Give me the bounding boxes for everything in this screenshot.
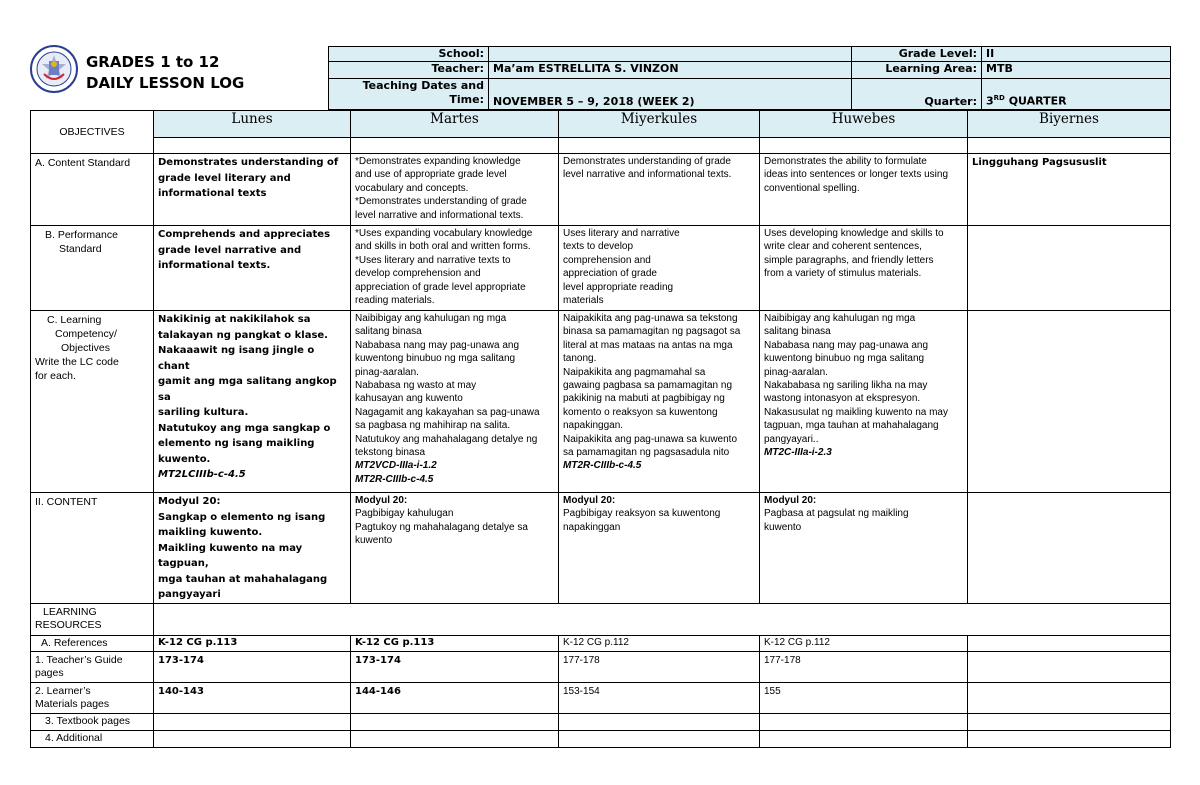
cell-line: *Uses literary and narrative texts to	[355, 254, 511, 266]
lm-pages-martes: 144-146	[351, 682, 559, 713]
cell-line: literal at mas mataas na antas na mga	[563, 339, 733, 351]
cell-line: pangyayari..	[764, 433, 819, 445]
content-standard-huwebes	[760, 154, 968, 226]
cell-line: from a variety of stimulus materials.	[764, 268, 922, 280]
cell-line: pakikinig na mabuti at pagbibigay ng	[563, 393, 725, 405]
lc-code: MT2R-CIIIb-c-4.5	[563, 460, 642, 472]
label-line: 2. Learner’s	[35, 684, 91, 697]
cell-line: materials	[563, 295, 604, 307]
learning-resources-span	[154, 603, 1171, 635]
blank-cell	[559, 730, 760, 747]
cell-line: komento o reaksyon sa kuwentong	[563, 406, 718, 418]
tg-pages-lunes: 173-174	[154, 651, 351, 682]
title-line-2: DAILY LESSON LOG	[86, 74, 245, 92]
label-line: Competency/	[55, 328, 117, 340]
cell-line: wastong intonasyon at ekspresyon.	[764, 393, 921, 405]
label-line: RESOURCES	[35, 618, 102, 631]
teaching-dates-label-1: Teaching Dates and	[362, 79, 484, 92]
label-line: Standard	[59, 243, 102, 255]
cell-line: napakinggan	[563, 521, 621, 533]
cell-line: Pagbasa at pagsulat ng maikling	[764, 508, 909, 520]
tg-pages-biyernes	[968, 651, 1171, 682]
performance-standard-biyernes	[968, 226, 1171, 311]
cell-line: informational texts.	[158, 260, 271, 271]
tg-pages-miyerkules: 177-178	[559, 651, 760, 682]
cell-line: Uses developing knowledge and skills to	[764, 228, 944, 239]
cell-line: Demonstrates understanding of grade	[563, 156, 731, 167]
competency-lunes	[154, 311, 351, 493]
label-line: Materials pages	[35, 697, 110, 710]
label-line: B. Performance	[45, 229, 118, 241]
cell-line: Naipakikita ang pagmamahal sa	[563, 366, 706, 378]
cell-line: and skills in both oral and written forms.	[355, 241, 531, 253]
content-standard-biyernes	[968, 154, 1171, 226]
day-header-huwebes: Huwebes	[760, 111, 968, 138]
cell-line: *Uses expanding vocabulary knowledge	[355, 228, 533, 239]
references-biyernes	[968, 635, 1171, 651]
cell-line: Nagagamit ang kakayahan sa pag-unawa	[355, 406, 540, 418]
references-huwebes: K-12 CG p.112	[760, 635, 968, 651]
textbook-pages-label: 3. Textbook pages	[31, 713, 154, 730]
label-line: Objectives	[61, 342, 111, 354]
competency-huwebes	[760, 311, 968, 493]
school-value	[489, 47, 852, 62]
references-lunes: K-12 CG p.113	[154, 635, 351, 651]
cell-line: level narrative and informational texts.	[563, 169, 732, 181]
cell-line: Naipakikita ang pag-unawa sa tekstong	[563, 313, 738, 324]
cell-line: pinag-aaralan.	[355, 366, 419, 378]
cell-line: informational texts	[158, 188, 267, 199]
cell-line: Nakikinig at nakikilahok sa	[158, 314, 311, 325]
teacher-value: Ma’am ESTRELLITA S. VINZON	[489, 62, 852, 79]
lc-code: MT2C-IIIa-i-2.3	[764, 447, 832, 459]
label-line: for each.	[35, 370, 76, 382]
cell-line: Pagbibigay kahulugan	[355, 508, 454, 520]
cell-line: Modyul 20:	[158, 496, 221, 507]
cell-line: appreciation of grade level appropriate	[355, 281, 526, 293]
cell-line: Nababasa nang may pag-unawa ang	[764, 339, 929, 351]
cell-line: reading materials.	[355, 295, 435, 307]
lm-pages-biyernes	[968, 682, 1171, 713]
performance-standard-lunes	[154, 226, 351, 311]
performance-standard-miyerkules	[559, 226, 760, 311]
cell-line: napakinggan.	[563, 420, 624, 432]
lm-pages-lunes: 140-143	[154, 682, 351, 713]
cell-line: write clear and coherent sentences,	[764, 241, 922, 253]
blank-cell	[559, 713, 760, 730]
document-title	[86, 52, 244, 94]
cell-line: grade level narrative and	[158, 244, 302, 256]
cell-line: Nababasa nang may pag-unawa ang	[355, 339, 520, 351]
performance-standard-huwebes	[760, 226, 968, 311]
content-standard-label: A. Content Standard	[31, 154, 154, 226]
cell-line: pinag-aaralan.	[764, 366, 828, 378]
objectives-header: OBJECTIVES	[31, 111, 154, 154]
grade-level-value: II	[982, 47, 1171, 62]
blank-cell	[154, 730, 351, 747]
label-line: 1. Teacher’s Guide	[35, 653, 123, 666]
day-header-lunes: Lunes	[154, 111, 351, 138]
content-standard-lunes	[154, 154, 351, 226]
cell-line: kuwentong binubuo ng mga salitang	[764, 353, 925, 365]
quarter-label: Quarter:	[852, 79, 982, 110]
cell-line: vocabulary and concepts.	[355, 182, 469, 194]
content-standard-miyerkules	[559, 154, 760, 226]
cell-line: sariling kultura.	[158, 407, 249, 418]
content-standard-martes	[351, 154, 559, 226]
cell-line: Sangkap o elemento ng isang	[158, 511, 326, 523]
cell-line: mga tauhan at mahahalagang	[158, 573, 328, 585]
learning-resources-label	[31, 603, 154, 635]
competency-biyernes	[968, 311, 1171, 493]
quarter-text: QUARTER	[1004, 95, 1067, 108]
cell-line: kuwento.	[158, 453, 211, 465]
cell-line: gawaing pagbasa sa pamamagitan ng	[563, 380, 733, 392]
day-header-martes: Martes	[351, 111, 559, 138]
label-line: pages	[35, 666, 64, 679]
performance-standard-label	[31, 226, 154, 311]
performance-standard-martes	[351, 226, 559, 311]
cell-line: Natutukoy ang mga sangkap o	[158, 422, 331, 434]
cell-line: grade level literary and	[158, 172, 291, 184]
cell-line: level appropriate reading	[563, 281, 674, 293]
teaching-dates-value	[489, 79, 852, 110]
cell-line: texts to develop	[563, 241, 634, 253]
cell-line: comprehension and	[563, 254, 651, 266]
cell-line: maikling kuwento.	[158, 527, 263, 538]
day-header-biyernes: Biyernes	[968, 111, 1171, 138]
header-info-table	[328, 46, 1171, 110]
content-martes	[351, 493, 559, 604]
cell-line: Comprehends and appreciates	[158, 229, 331, 240]
cell-line: pangyayari	[158, 589, 221, 600]
cell-line: Uses literary and narrative	[563, 228, 680, 239]
quarter-number: 3	[986, 95, 994, 108]
cell-line: gamit ang mga salitang angkop sa	[158, 376, 337, 403]
blank-cell	[968, 730, 1171, 747]
cell-line: appreciation of grade	[563, 268, 657, 280]
cell-line: Nakaaawit ng isang jingle o chant	[158, 345, 315, 372]
cell-line: kahusayan ang kuwento	[355, 393, 463, 405]
competency-miyerkules	[559, 311, 760, 493]
blank-cell	[559, 138, 760, 154]
module-title: Modyul 20:	[563, 495, 616, 506]
cell-line: level narrative and informational texts.	[355, 209, 524, 221]
blank-cell	[154, 713, 351, 730]
cell-line: kuwento	[764, 521, 802, 533]
teaching-dates-text: NOVEMBER 5 – 9, 2018 (WEEK 2)	[493, 95, 695, 108]
cell-line: tekstong binasa	[355, 447, 426, 459]
cell-line: tagpuan, mga tauhan at mahahalagang	[764, 420, 939, 432]
teaching-dates-label	[329, 79, 489, 110]
title-line-1: GRADES 1 to 12	[86, 53, 220, 71]
cell-line: Pagbibigay reaksyon sa kuwentong	[563, 508, 721, 520]
learning-area-value: MTB	[982, 62, 1171, 79]
lc-code: MT2VCD-IIIa-i-1.2	[355, 460, 437, 472]
additional-label: 4. Additional	[31, 730, 154, 747]
label-line: Write the LC code	[35, 356, 119, 368]
cell-line: conventional spelling.	[764, 182, 860, 194]
learning-competency-label	[31, 311, 154, 493]
blank-cell	[968, 713, 1171, 730]
cell-line: *Demonstrates understanding of grade	[355, 196, 527, 208]
content-miyerkules	[559, 493, 760, 604]
cell-line: kuwento	[355, 535, 393, 547]
cell-line: Nakababasa ng sariling likha na may	[764, 380, 928, 392]
lesson-log-table	[30, 110, 1171, 748]
learning-area-label: Learning Area:	[852, 62, 982, 79]
references-miyerkules: K-12 CG p.112	[559, 635, 760, 651]
blank-cell	[760, 713, 968, 730]
content-biyernes	[968, 493, 1171, 604]
cell-line: binasa sa pamamagitan ng pagsagot sa	[563, 326, 741, 338]
label-line: LEARNING	[43, 605, 97, 618]
blank-cell	[351, 138, 559, 154]
competency-martes	[351, 311, 559, 493]
teaching-dates-label-2: Time:	[449, 93, 484, 106]
blank-cell	[154, 138, 351, 154]
school-label: School:	[329, 47, 489, 62]
day-header-miyerkules: Miyerkules	[559, 111, 760, 138]
content-lunes	[154, 493, 351, 604]
blank-cell	[351, 713, 559, 730]
cell-line: Lingguhang Pagsususlit	[972, 157, 1107, 168]
cell-line: simple paragraphs, and friendly letters	[764, 254, 934, 266]
module-title: Modyul 20:	[355, 495, 408, 506]
cell-line: sa pamamagitan ng pagsasadula nito	[563, 447, 730, 459]
lm-pages-miyerkules: 153-154	[559, 682, 760, 713]
cell-line: develop comprehension and	[355, 268, 481, 280]
teacher-label: Teacher:	[329, 62, 489, 79]
blank-cell	[760, 138, 968, 154]
cell-line: Maikling kuwento na may tagpuan,	[158, 542, 303, 569]
tg-pages-huwebes: 177-178	[760, 651, 968, 682]
cell-line: Naibibigay ang kahulugan ng mga	[764, 313, 916, 324]
cell-line: kuwentong binubuo ng mga salitang	[355, 353, 516, 365]
lm-pages-huwebes: 155	[760, 682, 968, 713]
references-label: A. References	[31, 635, 154, 651]
deped-seal-logo	[30, 44, 78, 94]
cell-line: salitang binasa	[764, 326, 831, 338]
module-title: Modyul 20:	[764, 495, 817, 506]
cell-line: talakayan ng pangkat o klase.	[158, 329, 328, 341]
cell-line: Nababasa ng wasto at may	[355, 380, 477, 392]
references-martes: K-12 CG p.113	[351, 635, 559, 651]
lc-code: MT2LCIIIb-c-4.5	[158, 469, 246, 480]
cell-line: Demonstrates understanding of	[158, 157, 339, 168]
cell-line: Nakasusulat ng maikling kuwento na may	[764, 406, 948, 418]
cell-line: Naipakikita ang pag-unawa sa kuwento	[563, 433, 737, 445]
cell-line: *Demonstrates expanding knowledge	[355, 156, 521, 167]
cell-line: tanong.	[563, 353, 597, 365]
learners-materials-label	[31, 682, 154, 713]
cell-line: ideas into sentences or longer texts using	[764, 169, 948, 181]
cell-line: Pagtukoy ng mahahalagang detalye sa	[355, 521, 528, 533]
tg-pages-martes: 173-174	[351, 651, 559, 682]
blank-cell	[968, 138, 1171, 154]
blank-cell	[351, 730, 559, 747]
lc-code: MT2R-CIIIb-c-4.5	[355, 473, 434, 485]
quarter-value	[982, 79, 1171, 110]
cell-line: Naibibigay ang kahulugan ng mga	[355, 313, 507, 324]
cell-line: salitang binasa	[355, 326, 422, 338]
cell-line: elemento ng isang maikling	[158, 438, 315, 449]
label-line: C. Learning	[47, 314, 102, 326]
content-huwebes	[760, 493, 968, 604]
cell-line: and use of appropriate grade level	[355, 169, 507, 181]
cell-line: Demonstrates the ability to formulate	[764, 156, 927, 167]
cell-line: sa pagbasa ng mahihirap na salita.	[355, 420, 511, 432]
cell-line: Natutukoy ang mahahalagang detalye ng	[355, 433, 538, 445]
content-label: II. CONTENT	[31, 493, 154, 604]
grade-level-label: Grade Level:	[852, 47, 982, 62]
teachers-guide-label	[31, 651, 154, 682]
blank-cell	[760, 730, 968, 747]
quarter-suffix: RD	[993, 94, 1005, 103]
